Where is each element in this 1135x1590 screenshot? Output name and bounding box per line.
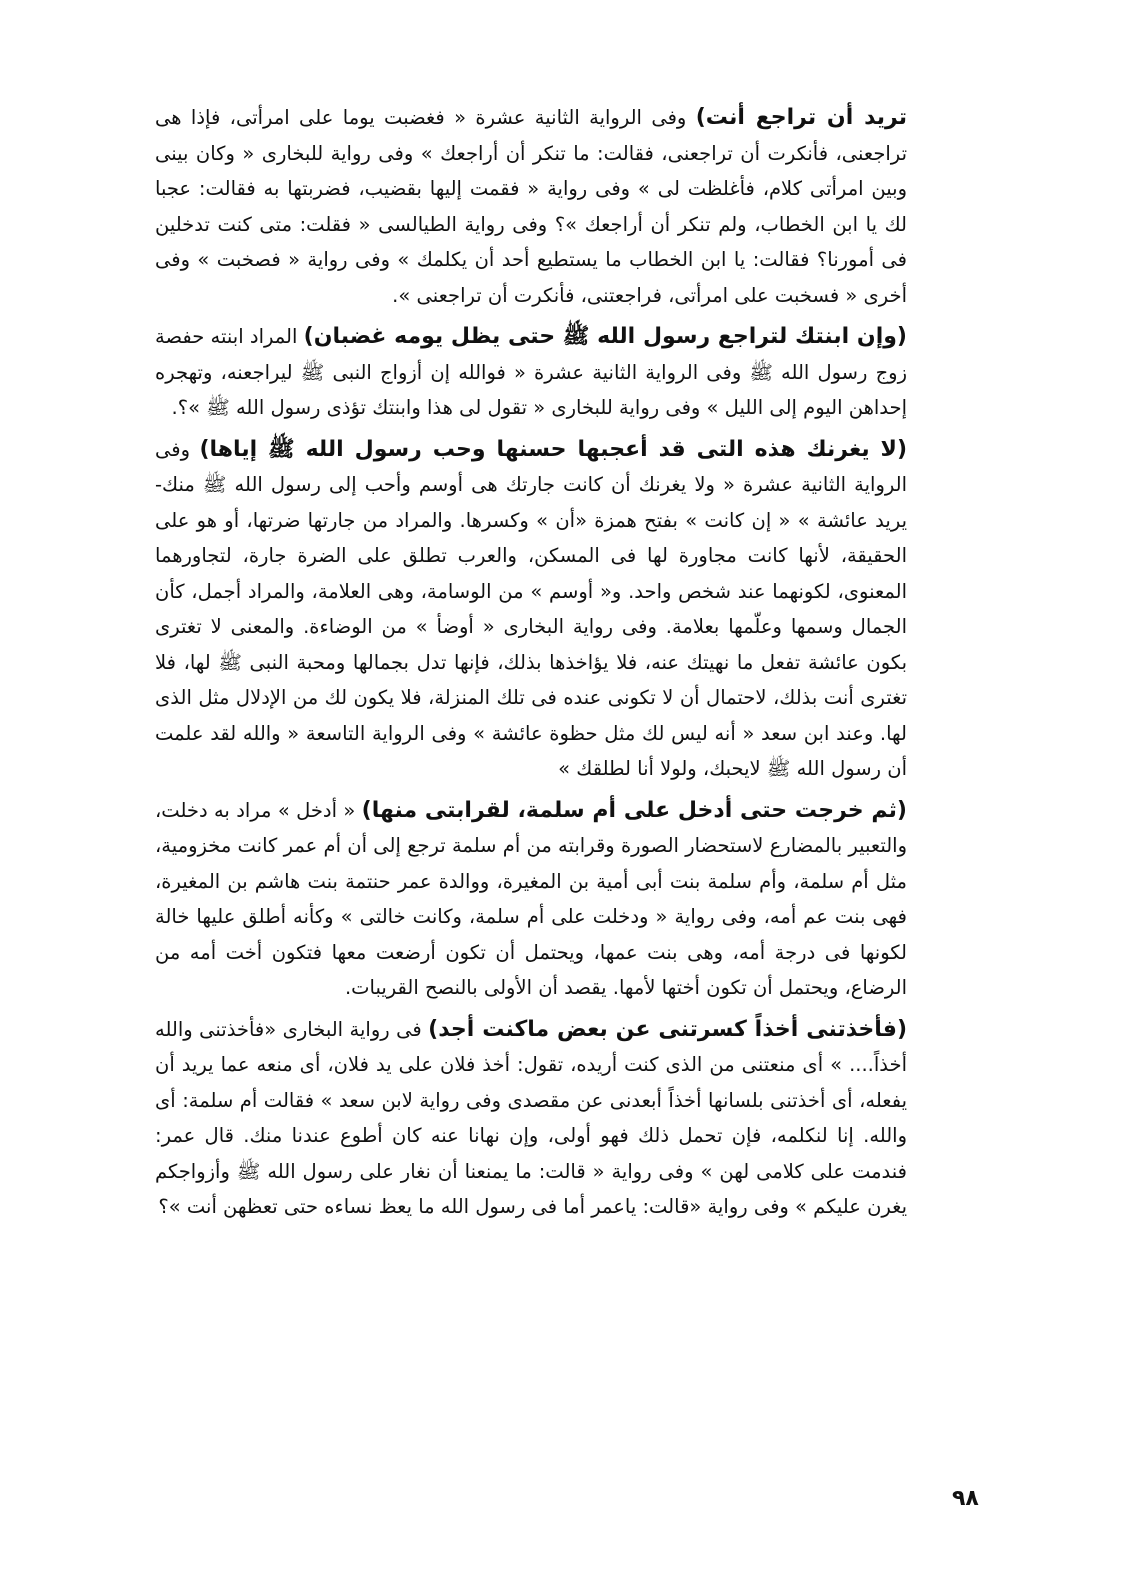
paragraph-3 bbox=[155, 432, 907, 787]
paragraph-5 bbox=[155, 1012, 907, 1225]
commentary-text: فى رواية البخارى «فأخذتنى والله أخذاً.... » أى منعتنى من الذى كنت أريده، تقول: أخذ فلان على يد فلان، أى منعه عما يريد أن يفعله، أى أخذتنى بلسانها أخذاً أبعدنى عن مقصدى وفى رواية لابن سعد » فقالت أم سلمة: أى والله. إنا لنكلمه، فإن تحمل ذلك فهو أولى، وإن نهانا عنه كان أطوع عندنا منك. قال عمر: فندمت على كلامى لهن » وفى رواية « قالت: ما يمنعنا أن نغار على رسول الله ﷺ وأزواجكم يغرن عليكم » وفى رواية «قالت: ياعمر أما فى رسول الله ما يعظ نساءه حتى تعظهن أنت »؟ bbox=[155, 1017, 907, 1218]
commentary-text: وفى الرواية الثانية عشرة « فغضبت يوما على امرأتى، فإذا هى تراجعنى، فأنكرت أن تراجعنى، فقالت: ما تنكر أن أراجعك » وفى رواية للبخارى « وكان بينى وبين امرأتى كلام، فأغلظت لى » وفى رواية « فقمت إليها بقضيب، فضربتها به فقالت: عجبا لك يا ابن الخطاب، ولم تنكر أن أراجعك »؟ وفى رواية الطيالسى « فقلت: متى كنت تدخلين فى أمورنا؟ فقالت: يا ابن الخطاب ما يستطيع أحد أن يكلمك » وفى رواية « فصخبت » وفى أخرى « فسخبت على امرأتى، فراجعتنى، فأنكرت أن تراجعنى ». bbox=[155, 106, 907, 307]
quoted-lemma: تريد أن تراجع أنت) bbox=[695, 105, 907, 130]
paragraph-2 bbox=[155, 319, 907, 426]
page-body bbox=[155, 100, 907, 1225]
paragraph-1 bbox=[155, 100, 907, 313]
commentary-text: وفى الرواية الثانية عشرة « ولا يغرنك أن كانت جارتك هى أوسم وأحب إلى رسول الله ﷺ منك- يريد عائشة » « إن كانت » بفتح همزة «أن » وكسرها. والمراد من جارتها ضرتها، أو هو على الحقيقة، لأنها كانت مجاورة لها فى المسكن، والعرب تطلق على الضرة جارة، لتجاورهما المعنوى، لكونهما عند شخص واحد. و« أوسم » من الوسامة، وهى العلامة، والمراد أجمل، كأن الجمال وسمها وعلّمها بعلامة. وفى رواية البخارى « أوضأ » من الوضاءة. والمعنى لا تغترى بكون عائشة تفعل ما نهيتك عنه، فلا يؤاخذها بذلك، فإنها تدل بجمالها ومحبة النبى ﷺ لها، فلا تغترى أنت بذلك، لاحتمال أن لا تكونى عنده فى تلك المنزلة، فلا يكون لك من الإدلال مثل الذى لها. وعند ابن سعد « أنه ليس لك مثل حظوة عائشة » وفى الرواية التاسعة « والله لقد علمت أن رسول الله ﷺ لايحبك، ولولا أنا لطلقك » bbox=[155, 437, 907, 780]
commentary-text: المراد ابنته حفصة زوج رسول الله ﷺ وفى الرواية الثانية عشرة « فوالله إن أزواج النبى ﷺ ليراجعنه، وتهجره إحداهن اليوم إلى الليل » وفى رواية للبخارى « تقول لى هذا وابنتك تؤذى رسول الله ﷺ »؟. bbox=[155, 325, 907, 419]
quoted-lemma: (وإن ابنتك لتراجع رسول الله ﷺ حتى يظل يومه غضبان) bbox=[303, 324, 907, 349]
quoted-lemma: (ثم خرجت حتى أدخل على أم سلمة، لقرابتى منها) bbox=[361, 797, 907, 823]
quoted-lemma: (فأخذتنى أخذاً كسرتنى عن بعض ماكنت أجد) bbox=[428, 1016, 908, 1042]
page-number: ٩٨ bbox=[952, 1486, 979, 1511]
paragraph-4 bbox=[155, 793, 907, 1006]
commentary-text: « أدخل » مراد به دخلت، والتعبير بالمضارع لاستحضار الصورة وقرابته من أم سلمة ترجع إلى أن أم عمر كانت مخزومية، مثل أم سلمة، وأم سلمة بنت أبى أمية بن المغيرة، ووالدة عمر حنتمة بنت هاشم بن المغيرة، فهى بنت عم أمه، وفى رواية « ودخلت على أم سلمة، وكانت خالتى » وكأنه أطلق عليها خالة لكونها فى درجة أمه، وهى بنت عمها، ويحتمل أن تكون أرضعت معها فتكون أخت أمه من الرضاع، ويحتمل أن تكون أختها لأمها. يقصد أن الأولى بالنصح القريبات. bbox=[155, 798, 907, 999]
quoted-lemma: (لا يغرنك هذه التى قد أعجبها حسنها وحب رسول الله ﷺ إياها) bbox=[199, 436, 907, 462]
